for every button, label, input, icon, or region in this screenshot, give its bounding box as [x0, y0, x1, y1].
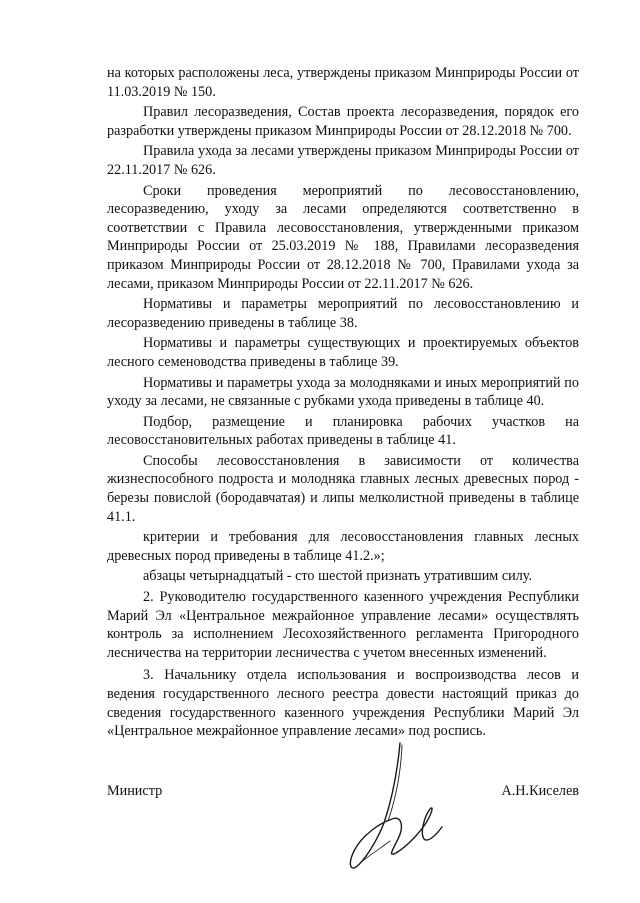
- signer-position: Министр: [107, 783, 163, 799]
- signature-row: [107, 783, 579, 805]
- paragraph-item-2: 2. Руководителю государственного казенного учреждения Республики Марий Эл «Центральное межрайонное управление лесами» осуществлять контроль за исполнением Лесохозяйственного регламента Пригородного лесничества на территории лесничества с учетом внесенных изменений.: [107, 589, 579, 661]
- paragraph-table-41-1: Способы лесовосстановления в зависимости от количества жизнеспособного подроста и молодняка главных лесных древесных пород - березы повислой (бородавчатая) и липы мелколистной приведены в таблице 41.1.: [107, 452, 579, 525]
- paragraph-table-41: Подбор, размещение и планировка рабочих участков на лесовосстановительных работах приведены в таблице 41.: [107, 413, 579, 449]
- paragraph-table-40: Нормативы и параметры ухода за молодняками и иных мероприятий по уходу за лесами, не связанные с рубками ухода приведены в таблице 40.: [107, 374, 579, 410]
- document-body: [107, 64, 579, 743]
- paragraph-table-39: Нормативы и параметры существующих и проектируемых объектов лесного семеноводства приведены в таблице 39.: [107, 335, 579, 370]
- paragraph-forest-lands: на которых расположены леса, утверждены приказом Минприроды России от 11.03.2019 № 150.: [107, 65, 579, 100]
- signer-name: А.Н.Киселев: [501, 783, 579, 799]
- paragraph-table-38: Нормативы и параметры мероприятий по лесовосстановлению и лесоразведению приведены в таблице 38.: [107, 296, 579, 331]
- paragraph-item-3: 3. Начальнику отдела использования и воспроизводства лесов и ведения государственного лесного реестра довести настоящий приказ до сведения государственного казенного учреждения Республики Марий Эл «Центральное межрайонное управление лесами» под роспись.: [107, 667, 579, 740]
- handwritten-signature: [340, 735, 450, 885]
- paragraph-afforestation-rules: Правил лесоразведения, Состав проекта лесоразведения, порядок его разработки утверждены приказом Минприроды России от 28.12.2018 № 700.: [107, 104, 579, 139]
- paragraph-repeal: абзацы четырнадцатый - сто шестой признать утратившим силу.: [143, 568, 533, 585]
- paragraph-table-41-2: критерии и требования для лесовосстановления главных лесных древесных пород приведены в таблице 41.2.»;: [107, 529, 579, 564]
- paragraph-activity-terms: Сроки проведения мероприятий по лесовосстановлению, лесоразведению, уходу за лесами определяются соответственно в соответствии с Правила лесовосстановления, утвержденными приказом Минприроды России от 25.03.2019 № 188, Правилами лесоразведения приказом Минприроды России от 28.12.2018 № 700, Правилами ухода за лесами, приказом Минприроды России от 22.11.2017 № 626.: [107, 182, 579, 292]
- paragraph-forest-care-rules: Правила ухода за лесами утверждены приказом Минприроды России от 22.11.2017 № 626.: [107, 143, 579, 178]
